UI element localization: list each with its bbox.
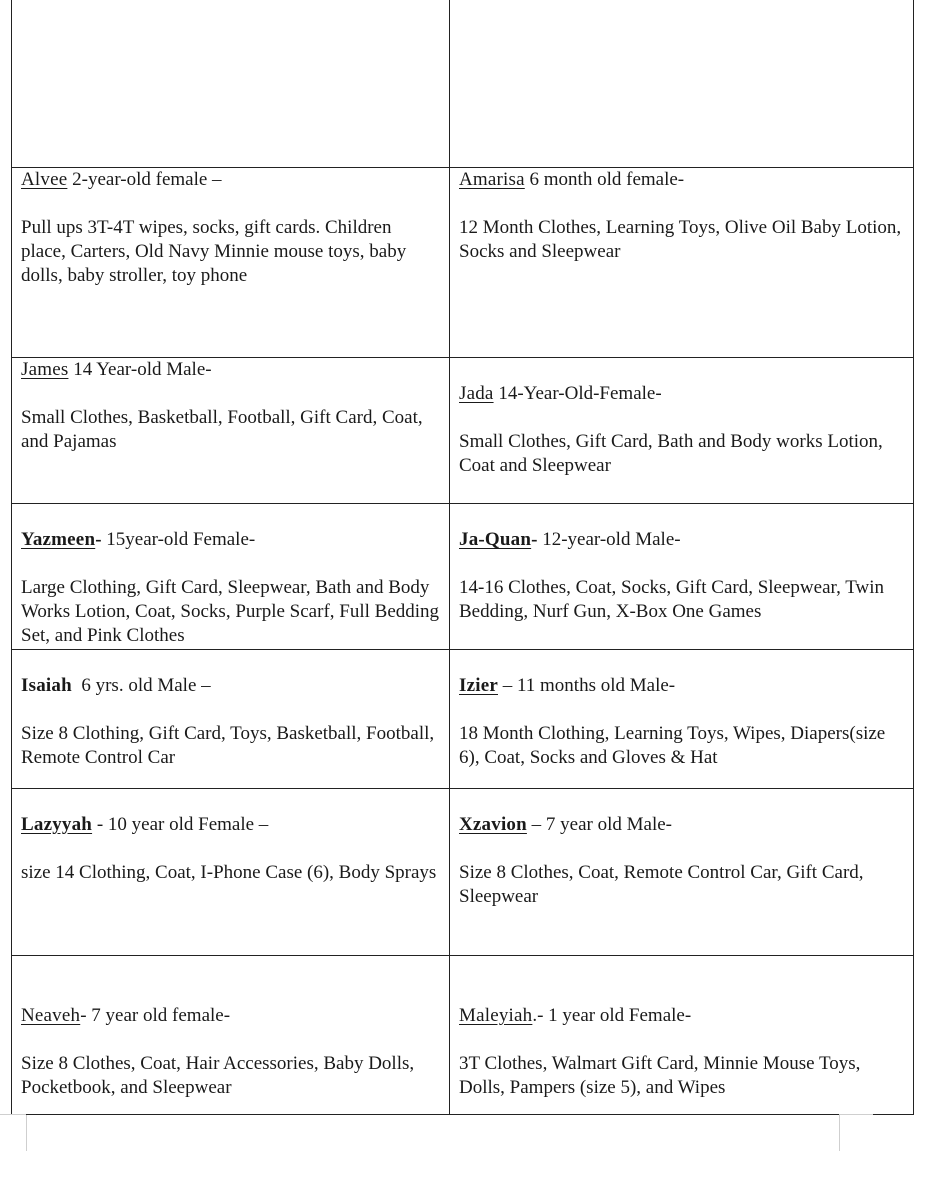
- child-description: 15year-old Female-: [101, 529, 256, 550]
- child-name: Xzavion: [459, 814, 527, 835]
- child-name: Lazyyah: [21, 814, 93, 835]
- child-name: Isaiah: [21, 675, 72, 696]
- wish-items: 18 Month Clothing, Learning Toys, Wipes, Diapers(size 6), Coat, Socks and Gloves & Hat: [459, 723, 886, 768]
- child-cell: [12, 789, 450, 956]
- child-description: .- 1 year old Female-: [532, 1005, 692, 1026]
- wish-items: 12 Month Clothes, Learning Toys, Olive Oil Baby Lotion, Socks and Sleepwear: [459, 217, 902, 262]
- wish-items: Size 8 Clothes, Coat, Remote Control Car, Gift Card, Sleepwear: [459, 862, 864, 907]
- child-cell: [12, 358, 450, 504]
- child-name: Amarisa: [459, 169, 525, 190]
- wish-items: Small Clothes, Gift Card, Bath and Body works Lotion, Coat and Sleepwear: [459, 431, 883, 476]
- wish-items: Small Clothes, Basketball, Football, Gift Card, Coat, and Pajamas: [21, 407, 423, 452]
- margin-mark-left-horizontal: [0, 1114, 26, 1115]
- table-row: [12, 358, 914, 504]
- table-row: [12, 956, 914, 1115]
- child-name: Ja-Quan: [459, 529, 532, 550]
- child-name: Neaveh: [21, 1005, 81, 1026]
- table-row: [12, 650, 914, 789]
- table-row: [12, 789, 914, 956]
- wish-items: 3T Clothes, Walmart Gift Card, Minnie Mouse Toys, Dolls, Pampers (size 5), and Wipes: [459, 1053, 861, 1098]
- child-name: Alvee: [21, 169, 68, 190]
- child-cell: [450, 168, 914, 358]
- child-description: – 11 months old Male-: [502, 675, 676, 696]
- wish-items: Size 8 Clothes, Coat, Hair Accessories, Baby Dolls, Pocketbook, and Sleepwear: [21, 1053, 415, 1098]
- child-description: - 7 year old female-: [80, 1005, 231, 1026]
- child-description: 6 month old female-: [529, 169, 685, 190]
- child-description: 14-Year-Old-Female-: [498, 383, 662, 404]
- child-cell: [12, 168, 450, 358]
- child-cell: [450, 650, 914, 789]
- wish-items: Size 8 Clothing, Gift Card, Toys, Basketball, Football, Remote Control Car: [21, 723, 435, 768]
- margin-mark-left: [26, 1115, 27, 1151]
- child-description: – 7 year old Male-: [531, 814, 672, 835]
- child-cell: Yazmeen- 15year-old Female- Large Clothing, Gift Card, Sleepwear, Bath and Body Works Lotion, Coat, Socks, Purple Scarf, Full Bedding Set, and Pink Clothes: [12, 504, 450, 650]
- margin-mark-right: [839, 1115, 840, 1151]
- table-row: [12, 168, 914, 358]
- wish-items: Pull ups 3T-4T wipes, socks, gift cards. Children place, Carters, Old Navy Minnie mouse toys, baby dolls, baby stroller, toy phone: [21, 217, 407, 286]
- child-cell: [450, 358, 914, 504]
- table-row: [12, 0, 914, 168]
- empty-cell: [12, 0, 450, 168]
- child-cell: [12, 650, 450, 789]
- child-description: 14 Year-old Male-: [73, 359, 212, 380]
- child-cell: [450, 789, 914, 956]
- wish-items: 14-16 Clothes, Coat, Socks, Gift Card, Sleepwear, Twin Bedding, Nurf Gun, X-Box One Games: [459, 577, 885, 622]
- margin-mark-right-horizontal: [839, 1114, 873, 1115]
- empty-cell: [450, 0, 914, 168]
- child-cell: [12, 956, 450, 1115]
- child-name: Jada: [459, 383, 494, 404]
- wish-list-table: [11, 0, 914, 1115]
- child-description: - 10 year old Female –: [96, 814, 269, 835]
- child-name: James: [21, 359, 69, 380]
- child-name: Izier: [459, 675, 498, 696]
- child-cell: [450, 956, 914, 1115]
- wish-items: Large Clothing, Gift Card, Sleepwear, Bath and Body Works Lotion, Coat, Socks, Purple Scarf, Full Bedding Set, and Pink Clothes: [21, 577, 440, 646]
- child-cell: Ja-Quan- 12-year-old Male- 14-16 Clothes, Coat, Socks, Gift Card, Sleepwear, Twin Bedding, Nurf Gun, X-Box One Games: [450, 504, 914, 650]
- child-name: Maleyiah: [459, 1005, 533, 1026]
- child-description: 6 yrs. old Male –: [76, 675, 211, 696]
- wish-items: size 14 Clothing, Coat, I-Phone Case (6), Body Sprays: [21, 862, 437, 883]
- child-description: 2-year-old female –: [72, 169, 222, 190]
- table-row: [12, 504, 914, 650]
- child-description: 12-year-old Male-: [537, 529, 681, 550]
- child-name: Yazmeen: [21, 529, 96, 550]
